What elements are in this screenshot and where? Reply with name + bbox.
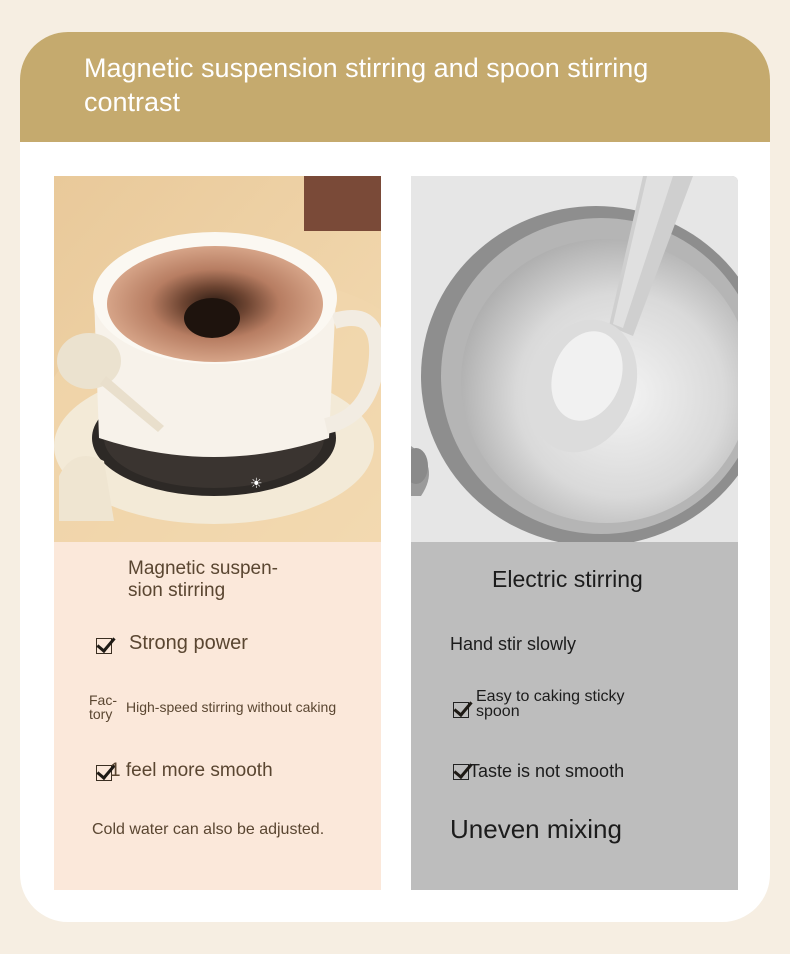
uneven-mixing-label: Uneven mixing bbox=[450, 814, 622, 844]
cold-water-label: Cold water can also be adjusted. bbox=[92, 821, 325, 838]
magnetic-mug-photo bbox=[54, 176, 381, 542]
left-panel-title: Magnetic suspen- sion stirring bbox=[128, 558, 278, 601]
page-title: Magnetic suspension stirring and spoon stirring contrast bbox=[84, 53, 649, 117]
high-speed-label: High-speed stirring without caking bbox=[126, 699, 337, 715]
electric-stirring-panel bbox=[411, 176, 738, 890]
caking-label: Easy to caking sticky spoon bbox=[476, 688, 625, 720]
hand-stir-label: Hand stir slowly bbox=[450, 634, 577, 654]
factory-label: Fac- tory bbox=[89, 692, 117, 722]
magnetic-stirring-panel bbox=[54, 176, 381, 890]
header-banner bbox=[20, 32, 770, 142]
checkbox-icon bbox=[453, 764, 469, 780]
smooth-label: 1 feel more smooth bbox=[110, 760, 273, 781]
right-panel-title: Electric stirring bbox=[492, 566, 643, 592]
comparison-card bbox=[20, 32, 770, 922]
spoon-bowl-photo bbox=[411, 176, 738, 542]
checkbox-icon bbox=[453, 702, 469, 718]
taste-label: Taste is not smooth bbox=[469, 761, 625, 781]
strong-power-label: Strong power bbox=[129, 632, 248, 654]
checkbox-icon bbox=[96, 638, 112, 654]
svg-text:☀: ☀ bbox=[250, 476, 263, 492]
